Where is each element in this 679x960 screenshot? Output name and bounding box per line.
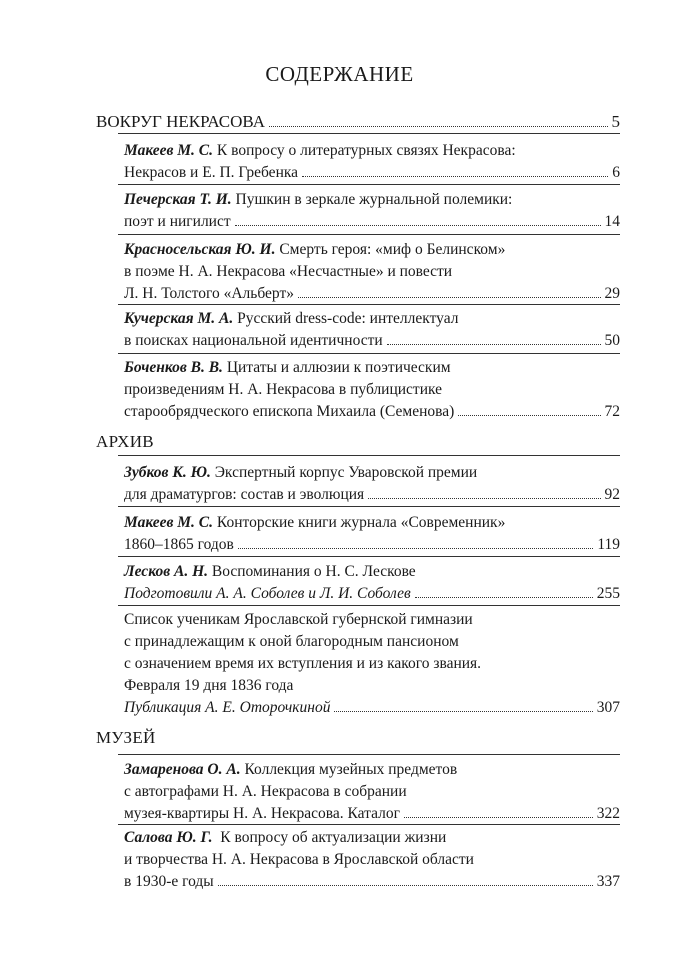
entry-title-line: Некрасов и Е. П. Гребенка [124, 164, 299, 181]
page-number: 255 [596, 585, 620, 602]
toc-entry [124, 462, 620, 506]
section-heading: МУЗЕЙ [96, 728, 156, 747]
entry-title-line: в 1930-е годы [124, 873, 214, 890]
toc-entry [124, 609, 620, 719]
entry-divider [118, 824, 620, 825]
toc-entry [124, 308, 620, 352]
leader-dots [387, 344, 601, 345]
page-title: СОДЕРЖАНИЕ [265, 62, 414, 86]
entry-title-line: Пушкин в зеркале журнальной полемики: [235, 191, 513, 208]
toc-entry [124, 759, 620, 825]
entry-divider [118, 605, 620, 606]
leader-dots [302, 176, 608, 177]
entry-title-line: поэт и нигилист [124, 213, 231, 230]
section-heading: ВОКРУГ НЕКРАСОВА [96, 112, 265, 131]
entry-title-line: Цитаты и аллюзии к поэтическим [226, 359, 451, 376]
page-number: 307 [596, 699, 620, 716]
entry-title-line: 1860–1865 годов [124, 536, 234, 553]
entry-author: Зубков К. Ю. [124, 464, 211, 481]
entry-title-line: произведениям Н. А. Некрасова в публицистике [124, 381, 443, 398]
entry-title-line: в поэме Н. А. Некрасова «Несчастные» и повести [124, 263, 453, 280]
entry-title-line: с означением время их вступления и из какого звания. [124, 655, 482, 672]
leader-dots [404, 817, 593, 818]
page-number: 92 [604, 486, 620, 503]
section-divider [118, 133, 620, 134]
entry-title-line: с принадлежащим к оной благородным пансионом [124, 633, 459, 650]
entry-note: Подготовили А. А. Соболев и Л. И. Соболев [124, 585, 411, 602]
toc-entry [124, 561, 620, 605]
entry-title-line: в поисках национальной идентичности [124, 332, 383, 349]
entry-author: Боченков В. В. [124, 359, 223, 376]
page-number: 50 [604, 332, 620, 349]
entry-title-line: для драматургов: состав и эволюция [124, 486, 365, 503]
entry-author: Салова Ю. Г. [124, 829, 213, 846]
page-number: 6 [612, 164, 620, 181]
leader-dots [269, 126, 608, 127]
entry-title-line: Конторские книги журнала «Современник» [216, 514, 506, 531]
entry-title-line: Экспертный корпус Уваровской премии [214, 464, 478, 481]
entry-author: Лесков А. Н. [124, 563, 209, 580]
page-number: 5 [611, 112, 620, 131]
page-number: 29 [604, 285, 620, 302]
entry-author: Макеев М. С. [124, 142, 214, 159]
toc-entry [124, 357, 620, 423]
leader-dots [235, 225, 601, 226]
toc-entry [124, 827, 620, 893]
entry-note: Публикация А. Е. Оторочкиной [124, 699, 331, 716]
toc-entry [124, 189, 620, 233]
entry-author: Замаренова О. А. [124, 761, 241, 778]
leader-dots [415, 597, 593, 598]
page-number: 337 [596, 873, 620, 890]
toc-entry [124, 239, 620, 305]
entry-divider [118, 506, 620, 507]
entry-title-line: с автографами Н. А. Некрасова в собрании [124, 783, 407, 800]
entry-title-line: музея-квартиры Н. А. Некрасова. Каталог [124, 805, 400, 822]
entry-title-line: Воспоминания о Н. С. Лескове [211, 563, 416, 580]
entry-divider [118, 353, 620, 354]
entry-title-line: Смерть героя: «миф о Белинском» [279, 241, 506, 258]
entry-title-line: Л. Н. Толстого «Альберт» [124, 285, 294, 302]
leader-dots [218, 885, 593, 886]
leader-dots [298, 297, 601, 298]
entry-author: Красносельская Ю. И. [124, 241, 276, 258]
entry-divider [118, 556, 620, 557]
entry-author: Печерская Т. И. [124, 191, 232, 208]
leader-dots [334, 711, 592, 712]
entry-divider [118, 184, 620, 185]
entry-title-line: и творчества Н. А. Некрасова в Ярославской области [124, 851, 474, 868]
toc-entry [124, 512, 620, 556]
section-divider [118, 455, 620, 456]
section-heading: АРХИВ [96, 432, 154, 451]
entry-title-line: Февраля 19 дня 1836 года [124, 677, 294, 694]
entry-author: Кучерская М. А. [124, 310, 234, 327]
page-number: 322 [596, 805, 620, 822]
entry-author: Макеев М. С. [124, 514, 214, 531]
page-number: 119 [597, 536, 620, 553]
entry-title-line: старообрядческого епископа Михаила (Семенова) [124, 403, 455, 420]
page-number: 72 [604, 403, 620, 420]
entry-divider [118, 234, 620, 235]
section-heading-row [96, 112, 620, 132]
page-number: 14 [604, 213, 620, 230]
entry-title-line: Список ученикам Ярославской губернской гимназии [124, 611, 473, 628]
entry-title-line: К вопросу об актуализации жизни [220, 829, 447, 846]
leader-dots [368, 498, 600, 499]
entry-title-line: Коллекция музейных предметов [244, 761, 458, 778]
section-divider [118, 754, 620, 755]
toc-entry [124, 140, 620, 184]
entry-divider [118, 304, 620, 305]
leader-dots [238, 548, 593, 549]
entry-title-line: К вопросу о литературных связях Некрасова: [216, 142, 516, 159]
entry-title-line: Русский dress-code: интеллектуал [237, 310, 459, 327]
leader-dots [458, 415, 600, 416]
